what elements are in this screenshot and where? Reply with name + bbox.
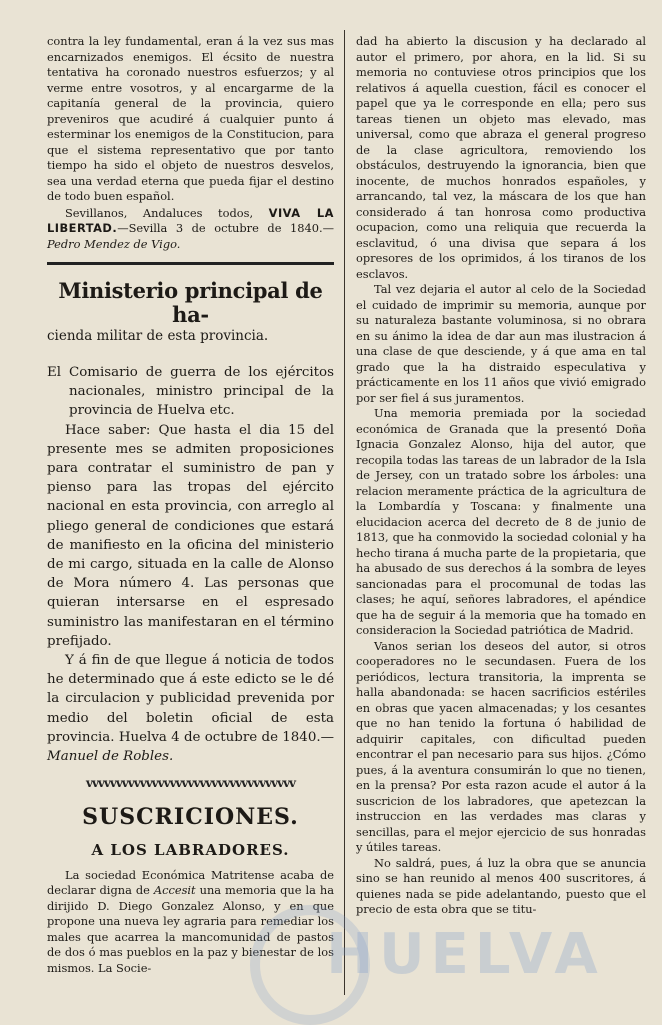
edict-para-3: Y á fin de que llegue á noticia de todos he determinado que á este edicto se le dé la circulacion y publicidad prevenida por medio del boletin oficial de esta provincia. Huelva 4 de octubre de 1840.—Manuel de Robles.	[47, 653, 334, 765]
article-para-5: No saldrá, pues, á luz la obra que se anuncia sino se han reunido al menos 400 suscritores, á quienes nada se pide adelantando, puesto que el precio de esta obra que se titu-	[356, 855, 646, 916]
article-para-2: Tal vez dejaria el autor al celo de la Sociedad el cuidado de imprimir su memoria, aunque por su naturaleza bastante voluminosa, si no obrara en su ánimo la idea de dar aun mas ilustracion á una clase de que desciende, y á que ama en tal grado que la ha distraido especulativa y prácticamente en los 11 años que vivió emigrado por ser fiel á sus juramentos.	[356, 282, 646, 405]
edict-body	[47, 363, 334, 766]
proclamation-text: contra la ley fundamental, eran á la vez sus mas encarnizados enemigos. El écsito de nuestra tentativa ha coronado nuestros esfuerzos; y al verme entre vosotros, y al encargarme de la capitanía general de la provincia, quiero preveniros que acudiré á cualquier punto á esterminar los enemigos de la Constitucion, para que el sistema representativo que por tanto tiempo ha sido el objeto de nuestros desvelos, sea una verdad eterna que pueda fijar el destino de todo buen español.	[47, 34, 334, 203]
edict-para-1: El Comisario de guerra de los ejércitos nacionales, ministro principal de la provincia de Huelva etc.	[47, 365, 334, 419]
proclamation-closing: Sevillanos, Andaluces todos, VIVA LA LIBERTAD.—Sevilla 3 de octubre de 1840.—Pedro Mendez de Vigo.	[47, 205, 334, 251]
farmers-heading: A LOS LABRADORES.	[91, 840, 290, 859]
proclamation-signer: Pedro Mendez de Vigo.	[47, 236, 181, 251]
left-column	[47, 34, 334, 976]
ornamental-divider: vvvvvvvvvvvvvvvvvvvvvvvvvvvvvvvvvvv	[85, 776, 296, 791]
edict-signer: Manuel de Robles.	[47, 749, 174, 765]
ministry-subheading: cienda militar de esta provincia.	[47, 328, 269, 344]
right-column	[356, 34, 646, 918]
article-para-4: Vanos serian los deseos del autor, si otros cooperadores no le secundasen. Fuera de los periódicos, lectura transitoria, la imprenta se halla abandonada: se hacen sacrificios estériles en obras que yacen almacenadas; y los cesantes que no han tenido la fortuna ó habilidad de adquirir capitales, con dificultad pueden encontrar el pan necesario para sus hijos. ¿Cómo pues, á la aventura consumirán lo que no tienen, en la prensa? Por esta razon acude el autor á la suscricion de los labradores, que apetezcan la instruccion en las verdades mas claras y sencillas, para el mejor ejercicio de sus honradas y útiles tareas.	[356, 638, 646, 854]
subscriptions-heading: SUSCRICIONES.	[82, 803, 299, 830]
section-rule	[47, 262, 334, 265]
subscriptions-para-1: La sociedad Económica Matritense acaba de declarar digna de Accesit una memoria que la ha dirijido D. Diego Gonzalez Alonso, y en que propone una nueva ley agraria para remediar los males que acarrea la mancomunidad de pastos de dos ó mas pueblos en la paz y bienestar de los mismos. La Socie-	[47, 867, 334, 975]
edict-para-2: Hace saber: Que hasta el dia 15 del presente mes se admiten proposiciones para contratar el suministro de pan y pienso para las tropas del ejército nacional en esta provincia, con arreglo al pliego general de condiciones que estará de manifiesto en la oficina del ministerio de mi cargo, situada en la calle de Alonso de Mora número 4. Las personas que quieran intersarse en el espresado suministro las manifestaran en el término prefijado.	[47, 422, 334, 649]
article-para-1: dad ha abierto la discusion y ha declarado al autor el primero, por ahora, en la lid. Si su memoria no contuviese otros principios que los relativos á aquella cuestion, fácil es conocer el papel que ya le corresponde en ella; pero sus tareas tienen un objeto mas elevado, mas universal, como que abraza el general progreso de la clase agricultora, removiendo los obstáculos, destruyendo la ignorancia, bien que inocente, de muchos honrados españoles, y arrancando, tal vez, la máscara de los que han considerado á tan honrosa como productiva ocupacion, como una reliquia que recuerda la esclavitud, ó una divisa que separa á los opresores de los oprimidos, á los tiranos de los esclavos.	[356, 34, 646, 281]
ministry-heading: Ministerio principal de ha-	[58, 278, 323, 327]
library-watermark: HUELVA	[326, 922, 604, 987]
article-para-3: Una memoria premiada por la sociedad económica de Granada que la presentó Doña Ignacia Gonzalez Alonso, hija del autor, que recopila todas las tareas de un labrador de la Isla de Jersey, con un tratado sobre los árboles: una relacion meramente práctica de la agricultura de la Lombardía y Toscana: y finalmente una elucidacion acerca del decreto de 8 de junio de 1813, que ha conmovido la sociedad colonial y ha hecho tirana á mucha parte de la propietaria, que ha abusado de sus derechos á la sombra de leyes sancionadas para el procomunal de todas las clases; he aquí, señores labradores, el apéndice que ha de seguir á la memoria que ha tomado en consideracion la Sociedad patriótica de Madrid.	[356, 406, 646, 637]
column-divider	[344, 30, 345, 995]
